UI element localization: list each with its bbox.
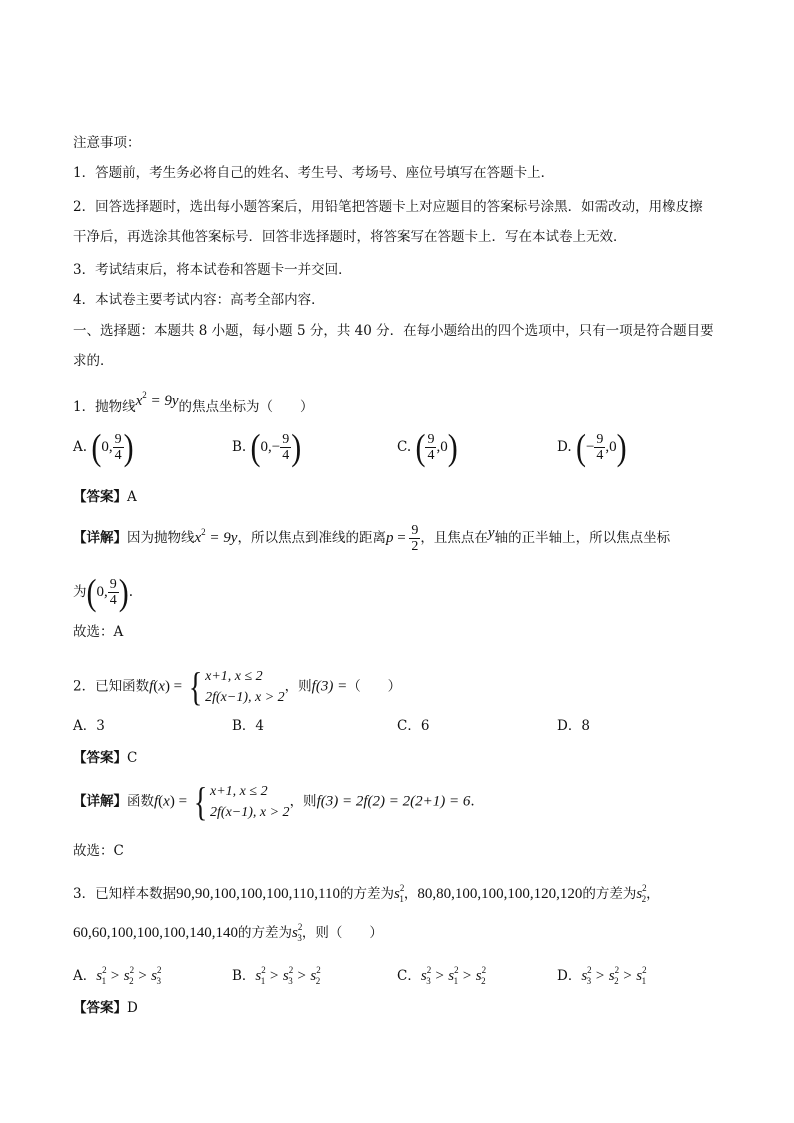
q2-option-b[interactable]: B．4: [232, 718, 265, 734]
notice-item-4: 4．本试卷主要考试内容：高考全部内容．: [73, 292, 325, 308]
q1-choose: 故选：A: [73, 624, 124, 640]
q2-option-c[interactable]: C．6: [397, 718, 430, 734]
q1-detail: 【详解】因为抛物线$x^2 = 9y$，所以焦点到准线的距离p = $\frac{9}{2}$ ，且焦点在y轴的正半轴上，所以焦点坐标: [73, 523, 671, 554]
section-heading-cont: 求的．: [73, 353, 114, 369]
q1-equation: $x^2 = 9y$: [135, 390, 179, 409]
q3-stem: 3．已知样本数据90,90,100,100,100,110,110的方差为$s^2_1$，80,80,100,100,100,120,120的方差为$s^2_2$，: [73, 883, 660, 904]
q1-detail-cont: 为(0, $\frac{9}{4}$ ).: [73, 571, 134, 613]
q3-option-a[interactable]: A．$s^2_1 > s^2_2 > s^2_3$: [73, 965, 162, 986]
q2-stem: 2．已知函数f(x) = { x+1, x ≤ 2 2f(x−1), x > 2 ，则f(3) =（ ）: [73, 664, 402, 709]
section-heading: 一、选择题：本题共 8 小题，每小题 5 分，共 40 分．在每小题给出的四个选项中，只有一项是符合题目要: [73, 323, 714, 339]
notice-title: 注意事项：: [73, 135, 141, 151]
q3-option-b[interactable]: B．$s^2_1 > s^2_3 > s^2_2$: [232, 965, 321, 986]
q2-choose: 故选：C: [73, 843, 124, 859]
q1-answer: 【答案】A: [73, 489, 137, 505]
notice-item-2-cont: 干净后，再选涂其他答案标号．回答非选择题时，将答案写在答题卡上．写在本试卷上无效．: [73, 229, 627, 245]
q3-stem-cont: 60,60,100,100,100,140,140的方差为$s^2_3$，则（ ）: [73, 922, 383, 943]
q2-detail: 【详解】函数f(x) = { x+1, x ≤ 2 2f(x−1), x > 2 ，则f(3) = 2f(2) = 2(2+1) = 6.: [73, 779, 475, 824]
q3-answer: 【答案】D: [73, 1000, 138, 1016]
q1-tail: 的焦点坐标为（ ）: [178, 399, 314, 415]
q1-option-c[interactable]: C. ( $\frac{9}{4}$ ,0): [397, 426, 458, 468]
q2-option-d[interactable]: D．8: [557, 718, 590, 734]
q2-answer: 【答案】C: [73, 750, 138, 766]
q2-option-a[interactable]: A．3: [73, 718, 105, 734]
q1-stem: [73, 391, 314, 417]
q1-option-b[interactable]: B. (0,− $\frac{9}{4}$ ): [232, 426, 302, 468]
q3-option-c[interactable]: C．$s^2_3 > s^2_1 > s^2_2$: [397, 965, 487, 986]
q3-option-d[interactable]: D．$s^2_3 > s^2_2 > s^2_1$: [557, 965, 647, 986]
q1-number: 1．抛物线: [73, 399, 136, 415]
notice-item-3: 3．考试结束后，将本试卷和答题卡一并交回．: [73, 262, 352, 278]
q1-option-a[interactable]: A. (0, $\frac{9}{4}$ ): [73, 426, 134, 468]
q1-option-d[interactable]: D. (− $\frac{9}{4}$ ,0): [557, 426, 627, 468]
notice-item-1: 1．答题前，考生务必将自己的姓名、考生号、考场号、座位号填写在答题卡上．: [73, 165, 555, 181]
notice-item-2: 2．回答选择题时，选出每小题答案后，用铅笔把答题卡上对应题目的答案标号涂黑．如需改动，用橡皮擦: [73, 199, 703, 215]
